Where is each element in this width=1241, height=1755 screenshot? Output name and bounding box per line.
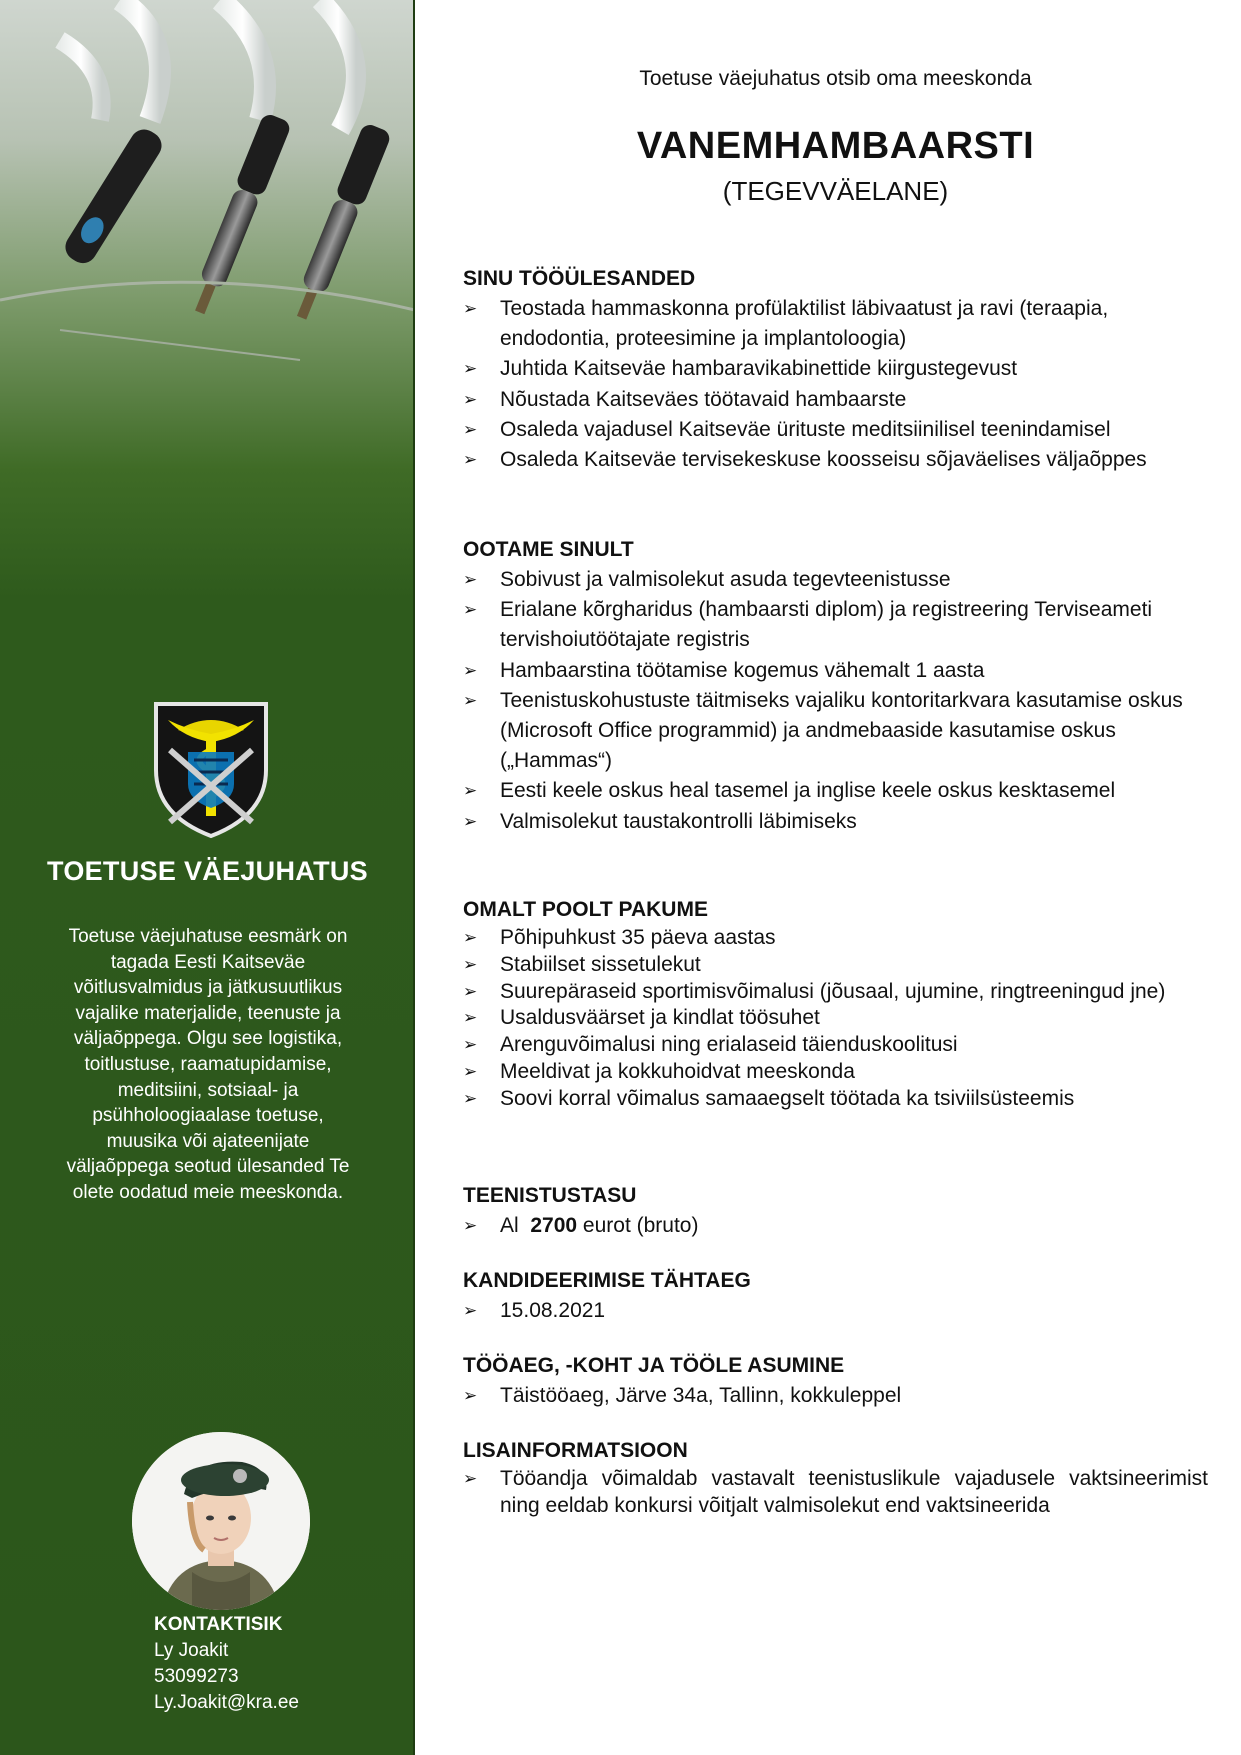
- extra-list: [463, 1466, 1208, 1520]
- section-requirements: [463, 535, 1208, 837]
- org-description: Toetuse väejuhatuse eesmärk on tagada Eesti Kaitseväe võitlusvalmidus ja jätkusuutlikus vajalike materjalide, teenuste ja väljaõppega. Olgu see logistika, toitlustuse, raamatupidamise, meditsiini, sotsiaal- ja psühholoogiaalase toetuse, muusika või ajateenijate väljaõppega seotud ülesanded Te olete oodatud meie meeskonda.: [66, 926, 350, 1203]
- salary-amount: 2700: [530, 1214, 578, 1237]
- section-salary: [463, 1181, 1208, 1241]
- deadline-list: [463, 1296, 1208, 1326]
- salary-suffix: eurot (bruto): [582, 1214, 699, 1237]
- list-item: ➢ Hambaarstina töötamise kogemus vähemalt 1 aasta: [463, 656, 1208, 686]
- section-heading: TÖÖAEG, -KOHT JA TÖÖLE ASUMINE: [463, 1354, 845, 1377]
- tasks-list: [463, 294, 1208, 475]
- section-heading: OMALT POOLT PAKUME: [463, 898, 708, 921]
- list-item: ➢ Usaldusväärset ja kindlat töösuhet: [463, 1005, 1208, 1032]
- list-item: ➢ Suurepäraseid sportimisvõimalusi (jõusaal, ujumine, ringtreeningud jne): [463, 979, 1208, 1006]
- sidebar-divider: [413, 0, 415, 1755]
- list-item: ➢ Osaleda Kaitseväe tervisekeskuse koosseisu sõjaväelises väljaõppes: [463, 445, 1208, 475]
- worktime-list: [463, 1381, 1208, 1411]
- contact-name: Ly Joakit: [154, 1640, 229, 1661]
- list-item: ➢ Osaleda vajadusel Kaitseväe ürituste meditsiinilisel teenindamisel: [463, 415, 1208, 445]
- list-item: ➢ Teenistuskohustuste täitmiseks vajaliku kontoritarkvara kasutamise oskus (Microsoft Office programmid) ja andmebaaside kasutamise oskus („Hammas“): [463, 686, 1208, 777]
- org-title: TOETUSE VÄEJUHATUS: [47, 856, 368, 886]
- job-title: VANEMHAMBAARSTI: [636, 125, 1035, 167]
- salary-item: [463, 1211, 1208, 1241]
- section-offer: [463, 895, 1208, 1113]
- toetuse-vaejuhatus-emblem-icon: [148, 700, 274, 840]
- list-item: ➢ Meeldivat ja kokkuhoidvat meeskonda: [463, 1059, 1208, 1086]
- contact-heading: KONTAKTISIK: [154, 1614, 283, 1635]
- section-extra-info: [463, 1436, 1208, 1520]
- list-item: ➢ Põhipuhkust 35 päeva aastas: [463, 925, 1208, 952]
- contact-email[interactable]: Ly.Joakit@kra.ee: [154, 1692, 299, 1713]
- list-item: ➢ Stabiilset sissetulekut: [463, 952, 1208, 979]
- list-item: ➢ Tööandja võimaldab vastavalt teenistuslikule vajadusele vaktsineerimist ning eeldab konkursi võitjalt valmisolekut end vaktsineerida: [463, 1466, 1208, 1520]
- salary-list: [463, 1211, 1208, 1241]
- contact-block: [154, 1612, 299, 1716]
- list-item: ➢ Sobivust ja valmisolekut asuda tegevteenistusse: [463, 565, 1208, 595]
- list-item: ➢ Valmisolekut taustakontrolli läbimiseks: [463, 807, 1208, 837]
- list-item: ➢ Eesti keele oskus heal tasemel ja inglise keele oskus kesktasemel: [463, 776, 1208, 806]
- section-tasks: [463, 264, 1208, 475]
- contact-person-photo: [132, 1432, 310, 1610]
- section-heading: KANDIDEERIMISE TÄHTAEG: [463, 1269, 751, 1292]
- salary-prefix: Al: [500, 1214, 519, 1237]
- list-item: ➢ Soovi korral võimalus samaaegselt töötada ka tsiviilsüsteemis: [463, 1086, 1208, 1113]
- sidebar: [0, 0, 415, 1755]
- offer-list: [463, 925, 1208, 1113]
- job-subtitle: (TEGEVVÄELANE): [722, 176, 949, 206]
- list-item: ➢ Nõustada Kaitseväes töötavaid hambaarste: [463, 385, 1208, 415]
- list-item: ➢ Juhtida Kaitseväe hambaravikabinettide kiirgustegevust: [463, 354, 1208, 384]
- list-item: ➢ Täistööaeg, Järve 34a, Tallinn, kokkuleppel: [463, 1381, 1208, 1411]
- section-heading: SINU TÖÖÜLESANDED: [463, 267, 696, 290]
- section-deadline: [463, 1266, 1208, 1326]
- section-heading: LISAINFORMATSIOON: [463, 1439, 688, 1462]
- list-item: ➢ 15.08.2021: [463, 1296, 1208, 1326]
- contact-phone: 53099273: [154, 1666, 239, 1687]
- section-worktime: [463, 1351, 1208, 1411]
- list-item: ➢ Erialane kõrgharidus (hambaarsti diplom) ja registreering Terviseameti tervishoiutöötajate registris: [463, 595, 1208, 655]
- dental-instruments-image: [0, 0, 415, 470]
- section-heading: OOTAME SINULT: [463, 538, 634, 561]
- section-heading: TEENISTUSTASU: [463, 1184, 637, 1207]
- intro-line: Toetuse väejuhatus otsib oma meeskonda: [639, 67, 1032, 90]
- list-item: ➢ Teostada hammaskonna profülaktilist läbivaatust ja ravi (teraapia, endodontia, proteesimine ja implantoloogia): [463, 294, 1208, 354]
- list-item: ➢ Arenguvõimalusi ning erialaseid täienduskoolitusi: [463, 1032, 1208, 1059]
- requirements-list: [463, 565, 1208, 837]
